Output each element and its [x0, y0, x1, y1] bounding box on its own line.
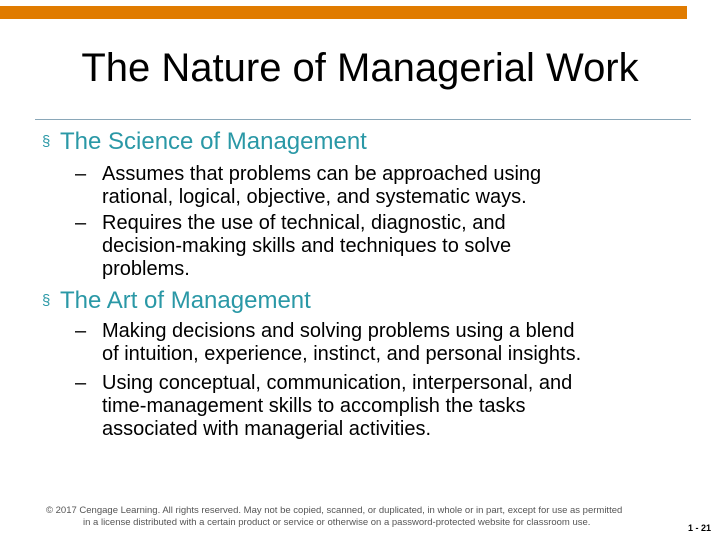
copyright-line: in a license distributed with a certain product or service or otherwise on a password-protected website for classroom use. [83, 517, 591, 528]
section-heading-text: The Art of Management [60, 287, 311, 314]
dash-marker: – [75, 212, 87, 234]
list-item [75, 163, 695, 209]
list-item [75, 320, 695, 366]
list-item [75, 372, 695, 441]
list-item [75, 212, 695, 281]
list-item-line: of intuition, experience, instinct, and personal insights. [102, 343, 582, 365]
square-bullet-icon: § [42, 292, 51, 309]
list-item-line: time-management skills to accomplish the tasks [102, 395, 526, 417]
page-number: 1 - 21 [688, 523, 712, 533]
copyright-line: © 2017 Cengage Learning. All rights reserved. May not be copied, scanned, or duplicated, in whole or in part, except for use as permitted [46, 505, 623, 516]
list-item-line: Assumes that problems can be approached using [102, 163, 542, 185]
section-heading-art [42, 287, 311, 315]
list-item-line: Requires the use of technical, diagnostic, and [102, 212, 506, 234]
copyright-notice [46, 505, 658, 529]
list-item-line: associated with managerial activities. [102, 418, 432, 440]
title-divider [35, 119, 691, 120]
dash-marker: – [75, 163, 87, 185]
list-item-line: Making decisions and solving problems using a blend [102, 320, 575, 342]
list-item-line: decision-making skills and techniques to solve [102, 235, 512, 257]
square-bullet-icon: § [42, 133, 51, 150]
list-item-line: rational, logical, objective, and systematic ways. [102, 186, 527, 208]
list-item-line: Using conceptual, communication, interpersonal, and [102, 372, 573, 394]
section-heading-text: The Science of Management [60, 128, 367, 155]
section-heading-science [42, 128, 367, 156]
dash-marker: – [75, 372, 87, 394]
top-accent-bar [0, 6, 687, 19]
dash-marker: – [75, 320, 87, 342]
list-item-line: problems. [102, 258, 190, 280]
slide-title: The Nature of Managerial Work [81, 46, 639, 90]
